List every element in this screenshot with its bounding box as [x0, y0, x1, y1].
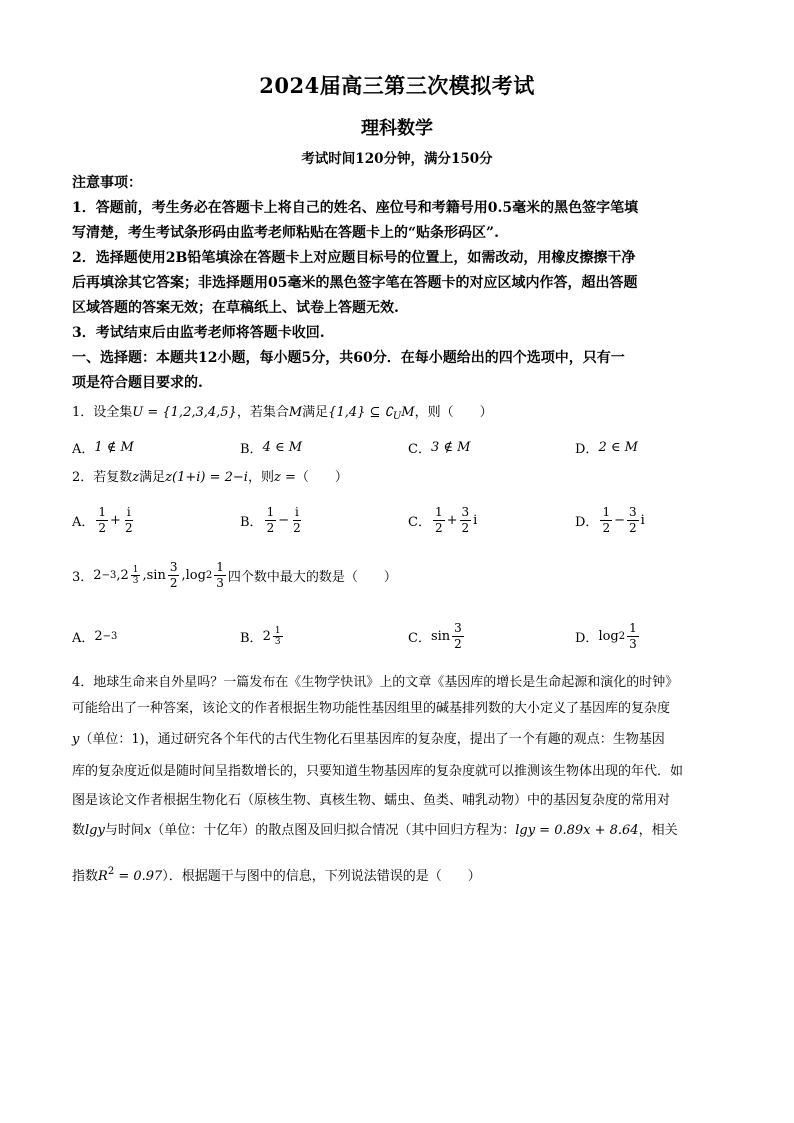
denominator: 2 [124, 520, 133, 535]
q4-r-sup: 2 [107, 866, 115, 877]
q3-base: 2 [262, 628, 271, 644]
q1-set-m: M [288, 405, 303, 420]
fraction [168, 560, 180, 591]
option-a[interactable] [72, 427, 134, 467]
question-3-stem [72, 555, 742, 595]
q3-base: 2 [93, 567, 102, 583]
note-line: 区域答题的答案无效；在草稿纸上、试卷上答题无效. [72, 300, 399, 316]
note-line: 2．选择题使用2B铅笔填涂在答题卡上对应题目标号的位置上，如需改动，用橡皮擦擦干净 [72, 250, 636, 266]
q1-condition: {1,4} ⊆ ∁ [328, 405, 393, 420]
option-c[interactable] [408, 500, 477, 540]
option-label: C． [408, 630, 431, 646]
q3-base: 2 [120, 567, 129, 583]
q2-z: z [132, 470, 140, 485]
denominator: 2 [169, 575, 178, 590]
question-3-options [72, 616, 742, 656]
question-1-stem [72, 402, 742, 428]
q3-exp-fraction [273, 626, 283, 647]
option-b[interactable] [240, 500, 305, 540]
q3-sep: , [142, 567, 147, 583]
q1-condition-m: M [401, 405, 415, 420]
q1-text: 满足 [302, 405, 329, 420]
denominator: 2 [454, 636, 462, 651]
q4-text: 与时间 [104, 823, 144, 838]
denominator: 2 [293, 520, 301, 535]
q4-text: 数 [72, 823, 86, 838]
option-label: B． [240, 441, 263, 457]
fraction [291, 505, 303, 536]
q1-text: ，若集合 [236, 405, 289, 420]
numerator: 3 [628, 504, 637, 519]
numerator: 1 [602, 504, 611, 519]
numerator: 3 [454, 620, 462, 635]
option-text: 4 ∈ M [262, 439, 303, 455]
q4-text: ，相关 [638, 823, 678, 838]
q4-line-6 [72, 820, 742, 842]
denominator: 3 [629, 636, 637, 651]
denominator: 2 [461, 520, 470, 535]
q3-text: 四个数中最大的数是（ ） [227, 569, 397, 585]
imag-unit: i [473, 512, 478, 528]
q4-var-x: x [143, 823, 152, 838]
q2-text: （ ） [295, 470, 348, 485]
numerator: 1 [98, 504, 107, 519]
q3-exponent: −3 [101, 569, 117, 581]
q4-line-1: 4．地球生命来自外星吗？一篇发布在《生物学快讯》上的文章《基因库的增长是生命起源和演化的时钟》 [72, 675, 679, 690]
numerator: i [126, 504, 131, 519]
q4-line-3 [72, 729, 742, 751]
q4-text: ）．根据题干与图中的信息，下列说法错误的是（ ） [162, 869, 481, 884]
q3-log: log [598, 628, 619, 644]
note-line: 3．考试结束后由监考老师将答题卡收回. [72, 325, 325, 341]
q1-text: ，则（ ） [414, 405, 493, 420]
numerator: 3 [461, 504, 470, 519]
q4-lgy: lgy [85, 823, 105, 838]
option-label: D． [575, 441, 599, 457]
fraction [452, 621, 464, 652]
option-text: 3 ∉ M [430, 439, 471, 455]
option-b[interactable] [240, 616, 285, 656]
q4-line-4: 库的复杂度近似是随时间呈指数增长的，只要知道生物基因库的复杂度就可以推测该生物体出现的年代．如 [72, 764, 684, 779]
q4-regression-eq: lgy = 0.89x + 8.64 [515, 823, 639, 838]
option-label: C． [408, 441, 431, 457]
q3-sep: , [116, 567, 121, 583]
fraction [123, 505, 135, 536]
imag-unit: i [640, 512, 645, 528]
operator: + [446, 512, 458, 528]
q1-text: 1．设全集 [72, 405, 133, 420]
q3-sin: sin [146, 567, 166, 583]
q4-line-7 [72, 861, 742, 888]
denominator: 3 [274, 636, 281, 647]
fraction [627, 505, 639, 536]
note-line: 后再填涂其它答案；非选择题用05毫米的黑色签字笔在答题卡的对应区域内作答，超出答题 [72, 275, 638, 291]
numerator: 1 [216, 559, 224, 574]
q3-base: 2 [94, 628, 103, 644]
question-1-options [72, 427, 742, 467]
option-c[interactable] [408, 427, 470, 467]
q4-var-y: y [72, 732, 80, 747]
denominator: 2 [98, 520, 107, 535]
q3-sin: sin [430, 628, 451, 644]
q2-text: ，则 [247, 470, 274, 485]
q2-text: 满足 [139, 470, 166, 485]
question-2-options [72, 500, 742, 540]
option-label: A． [72, 630, 95, 646]
question-2-stem [72, 467, 742, 489]
q3-log-base: 2 [205, 569, 213, 581]
option-d[interactable] [575, 427, 638, 467]
option-label: A． [72, 441, 95, 457]
fraction [460, 505, 472, 536]
operator: + [110, 512, 121, 528]
q2-text: 2．若复数 [72, 470, 133, 485]
section-heading-cont: 项是符合题目要求的. [72, 375, 203, 391]
q4-text: （单位：十亿年）的散点图及回归拟合情况（其中回归方程为： [151, 823, 516, 838]
numerator: 1 [434, 504, 443, 519]
option-label: D． [575, 630, 599, 646]
numerator: 1 [274, 625, 281, 636]
option-d[interactable] [575, 500, 645, 540]
fraction [214, 560, 226, 591]
note-line: 1．答题前，考生务必在答题卡上将自己的姓名、座位号和考籍号用0.5毫米的黑色签字笔填 [72, 200, 639, 216]
q3-sep: , [181, 567, 186, 583]
denominator: 2 [434, 520, 443, 535]
option-label: B． [240, 630, 263, 646]
q3-exponent: −3 [102, 630, 118, 642]
q4-text: （单位：1)，通过研究各个年代的古代生物化石里基因库的复杂度，提出了一个有趣的观点：生物基因 [79, 732, 665, 747]
option-text: 2 ∈ M [598, 439, 638, 455]
fraction [433, 505, 445, 536]
q3-number: 3． [72, 569, 94, 585]
q4-line-2: 可能给出了一种答案，该论文的作者根据生物功能性基因组里的碱基排列数的大小定义了基因库的复杂度 [72, 701, 671, 716]
q4-r: R [98, 869, 108, 884]
fraction [600, 505, 612, 536]
operator: − [278, 512, 290, 528]
exam-title: 2024届高三第三次模拟考试 [259, 73, 535, 98]
section-heading: 一、选择题：本题共12小题，每小题5分，共60分．在每小题给出的四个选项中，只有一 [72, 350, 625, 366]
fraction [96, 505, 108, 536]
numerator: 1 [629, 620, 637, 635]
q2-equation: z(1+i) = 2−i [165, 470, 248, 485]
numerator: i [295, 504, 299, 519]
q4-text: 指数 [72, 869, 99, 884]
numerator: 1 [132, 564, 139, 575]
q4-line-5: 图是该论文作者根据生物化石（原核生物、真核生物、蠕虫、鱼类、哺乳动物）中的基因复杂度的常用对 [72, 793, 671, 808]
denominator: 2 [266, 520, 275, 535]
denominator: 3 [132, 575, 139, 586]
q3-stem-line [72, 555, 397, 595]
option-b[interactable] [240, 427, 302, 467]
option-label: A． [72, 514, 95, 530]
denominator: 2 [602, 520, 611, 535]
option-d[interactable] [575, 616, 641, 656]
subject-title: 理科数学 [361, 118, 433, 139]
denominator: 2 [628, 520, 637, 535]
q3-exp-fraction [131, 565, 141, 586]
option-text: 1 ∉ M [94, 439, 134, 455]
fraction [265, 505, 277, 536]
option-a[interactable] [72, 616, 117, 656]
numerator: 3 [169, 559, 178, 574]
option-label: B． [240, 514, 263, 530]
note-line: 写清楚，考生考试条形码由监考老师粘贴在答题卡上的“贴条形码区”. [72, 225, 499, 241]
option-label: D． [575, 514, 599, 530]
operator: − [614, 512, 625, 528]
notes-heading: 注意事项： [72, 175, 142, 191]
q4-r-value: = 0.97 [114, 869, 163, 884]
numerator: 1 [266, 504, 275, 519]
option-c[interactable] [408, 616, 466, 656]
option-label: C． [408, 514, 431, 530]
denominator: 3 [216, 575, 224, 590]
q1-condition-sub: U [392, 411, 402, 422]
q3-log-base: 2 [618, 630, 626, 642]
option-a[interactable] [72, 500, 137, 540]
q1-universal-set: U = {1,2,3,4,5} [132, 405, 237, 420]
exam-time-info: 考试时间120分钟，满分150分 [301, 151, 493, 167]
q2-z-eq: z = [273, 470, 296, 485]
fraction [627, 621, 639, 652]
q3-log: log [185, 567, 206, 583]
